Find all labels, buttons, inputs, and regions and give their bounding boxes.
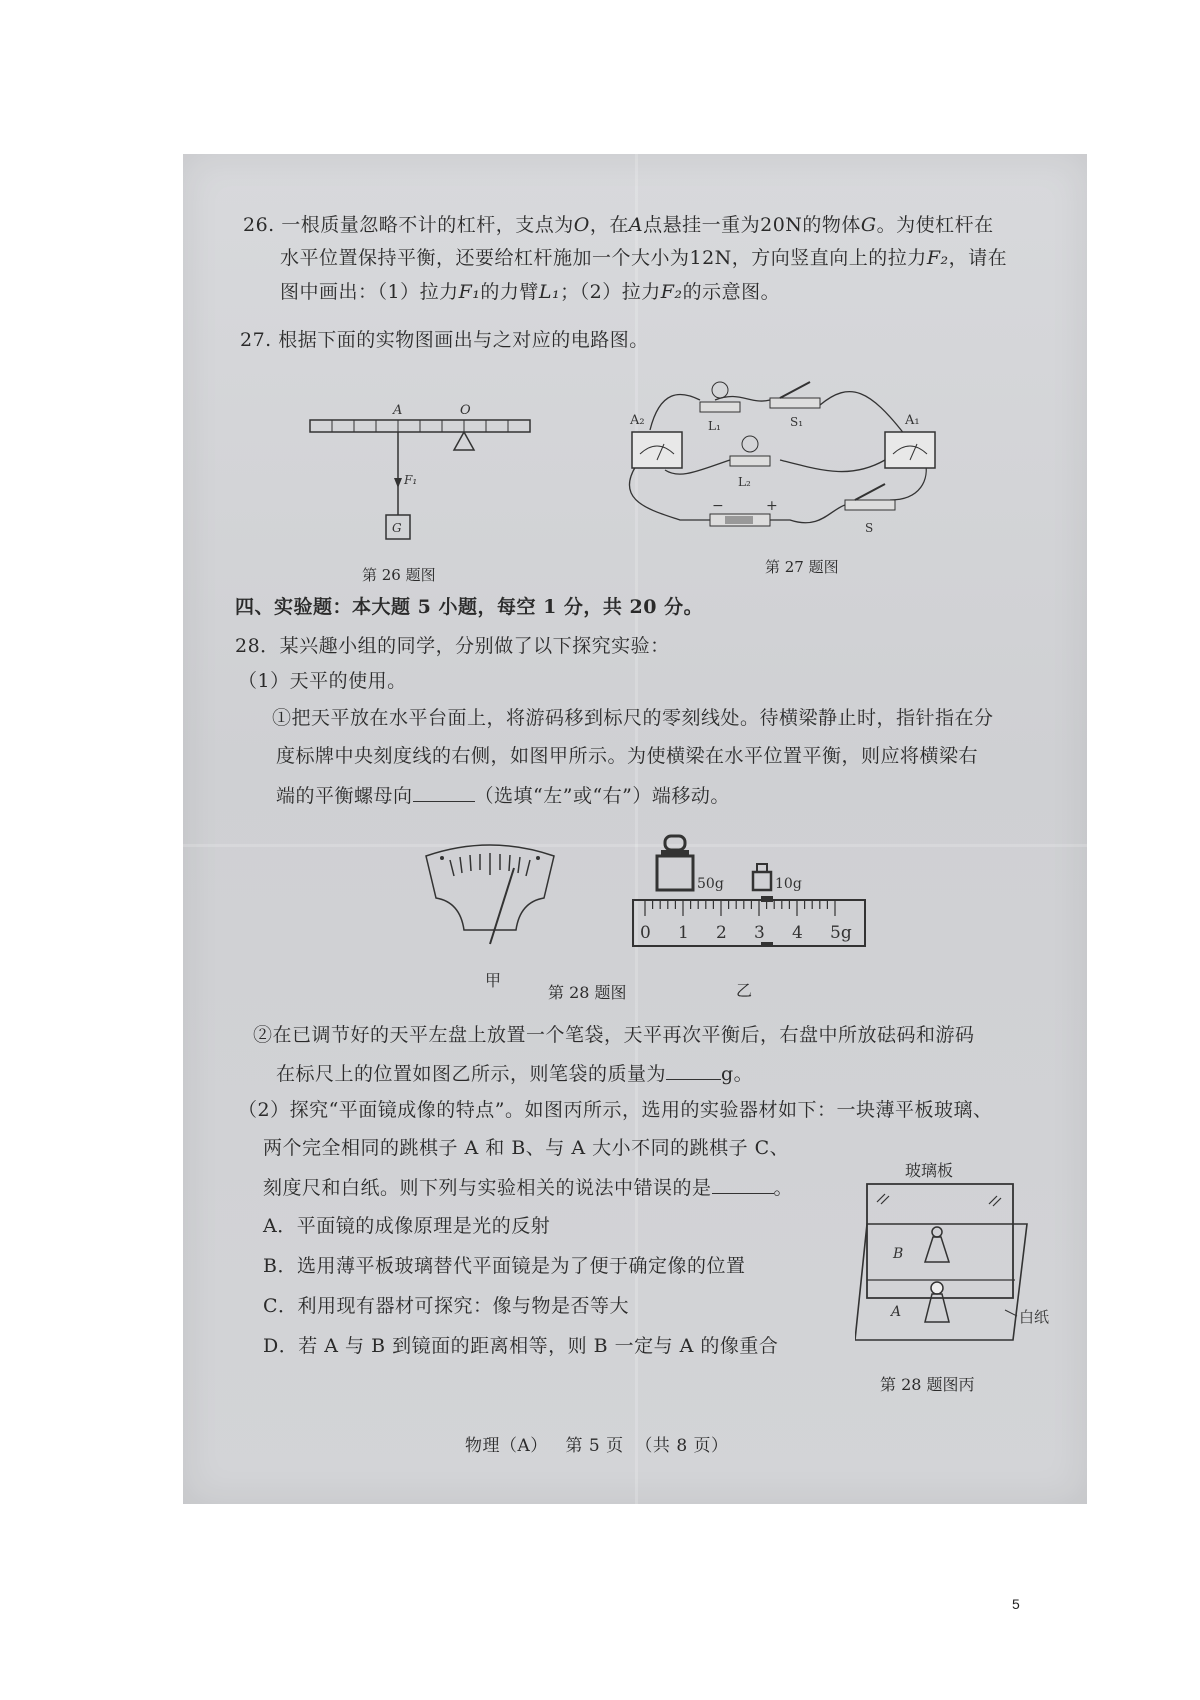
answer-blank-3 [712,1177,774,1194]
option-d: D．若 A 与 B 到镜面的距离相等，则 B 一定与 A 的像重合 [263,1335,779,1357]
label-yi: 乙 [736,981,753,1000]
lever-segments [332,420,508,432]
label-S1: S₁ [790,415,804,429]
q28-p1-line1: ①把天平放在水平台面上，将游码移到标尺的零刻线处。待横梁静止时，指针指在分 [272,707,994,729]
option-c: C．利用现有器材可探究：像与物是否等大 [263,1295,630,1317]
switch-s [845,484,895,510]
label-G: G [392,521,402,535]
weights-and-scale-figure [625,832,875,952]
label-A: A [891,1304,902,1320]
weight-10g [753,864,771,890]
answer-blank-2 [666,1063,721,1080]
label-B: B [893,1246,904,1262]
switch-s1 [770,382,820,408]
label-A1: A₁ [905,413,920,428]
pointer-scale-ticks [450,853,530,876]
chess-piece-A [925,1282,949,1322]
q28-part2-line3: 刻度尺和白纸。则下列与实验相关的说法中错误的是 。 [263,1177,794,1199]
rider [761,896,773,902]
label-50g: 50g [697,876,724,892]
scale-tick-label: 1 [678,923,689,943]
scale-tick-label: 4 [792,923,803,943]
ammeter-a2 [632,432,682,468]
label-A2: A₂ [630,413,645,428]
fulcrum-triangle [454,432,474,450]
q28-part1-title: （1）天平的使用。 [238,670,407,692]
exam-footer: 物理（A） 第 5 页 （共 8 页） [465,1436,729,1456]
chess-piece-B [925,1227,949,1262]
glass-plate-label: 玻璃板 [905,1161,954,1180]
scale-tick-label: 3 [754,923,765,943]
q26-line1: 26. 一根质量忽略不计的杠杆，支点为O，在A点悬挂一重为20N的物体G。为使杠杆在 [243,214,994,236]
balance-pointer [490,868,514,944]
label-S: S [865,521,874,535]
label-plus: + [766,498,778,514]
section-4-heading: 四、实验题：本大题 5 小题，每空 1 分，共 20 分。 [235,596,704,618]
label-10g: 10g [775,876,802,892]
option-b: B．选用薄平板玻璃替代平面镜是为了便于确定像的位置 [263,1255,746,1277]
q28-p1-line2: 度标牌中央刻度线的右侧，如图甲所示。为使横梁在水平位置平衡，则应将横梁右 [276,745,979,767]
ammeter-a1 [885,432,935,468]
label-white-paper: 白纸 [1019,1308,1050,1326]
paper-crease [635,154,638,1504]
q28-p1-line3: 端的平衡螺母向 （选填“左”或“右”）端移动。 [276,785,730,807]
label-A: A [393,403,403,418]
circuit-figure [620,360,950,540]
q26-line3: 图中画出：（1）拉力F₁的力臂L₁；（2）拉力F₂的示意图。 [280,281,781,303]
weight-50g [657,836,693,890]
bulb-l2 [730,436,770,466]
lever-figure [300,390,540,560]
q28-part2-line2: 两个完全相同的跳棋子 A 和 B、与 A 大小不同的跳棋子 C、 [263,1137,790,1159]
page-number: 5 [1012,1596,1020,1612]
fig27-caption: 第 27 题图 [765,558,839,576]
label-L2: L₂ [738,475,751,489]
fig28-bing-caption: 第 28 题图丙 [880,1375,975,1394]
option-a: A．平面镜的成像原理是光的反射 [263,1215,551,1237]
mirror-experiment-figure [855,1180,1055,1350]
label-jia: 甲 [485,971,502,990]
q28-part2-line1: （2）探究“平面镜成像的特点”。如图丙所示，选用的实验器材如下：一块薄平板玻璃、 [238,1099,993,1121]
q26-line2: 水平位置保持平衡，还要给杠杆施加一个大小为12N，方向竖直向上的拉力F₂，请在 [280,247,1008,269]
label-O: O [460,403,471,418]
fig28-caption: 第 28 题图 [548,983,627,1002]
scale-ticks [645,900,835,916]
label-F1: F₁ [404,473,418,487]
scale-tick-label: 0 [640,923,651,943]
q28-p2-line2: 在标尺上的位置如图乙所示，则笔袋的质量为 g。 [276,1063,754,1085]
scale-labels [640,923,852,943]
fig26-caption: 第 26 题图 [362,566,436,584]
balance-pointer-figure [420,840,560,950]
label-minus: − [712,498,724,514]
q27-text: 27. 根据下面的实物图画出与之对应的电路图。 [240,329,649,351]
force-f1-arrowhead [394,478,402,488]
scale-tick-label: 5g [830,923,852,943]
answer-blank-1 [413,785,475,802]
q28-p2-line1: ②在已调节好的天平左盘上放置一个笔袋，天平再次平衡后，右盘中所放砝码和游码 [253,1024,975,1046]
battery [710,514,770,526]
scale-tick-label: 2 [716,923,727,943]
label-L1: L₁ [708,419,721,433]
q28-intro: 28．某兴趣小组的同学，分别做了以下探究实验： [235,635,670,657]
